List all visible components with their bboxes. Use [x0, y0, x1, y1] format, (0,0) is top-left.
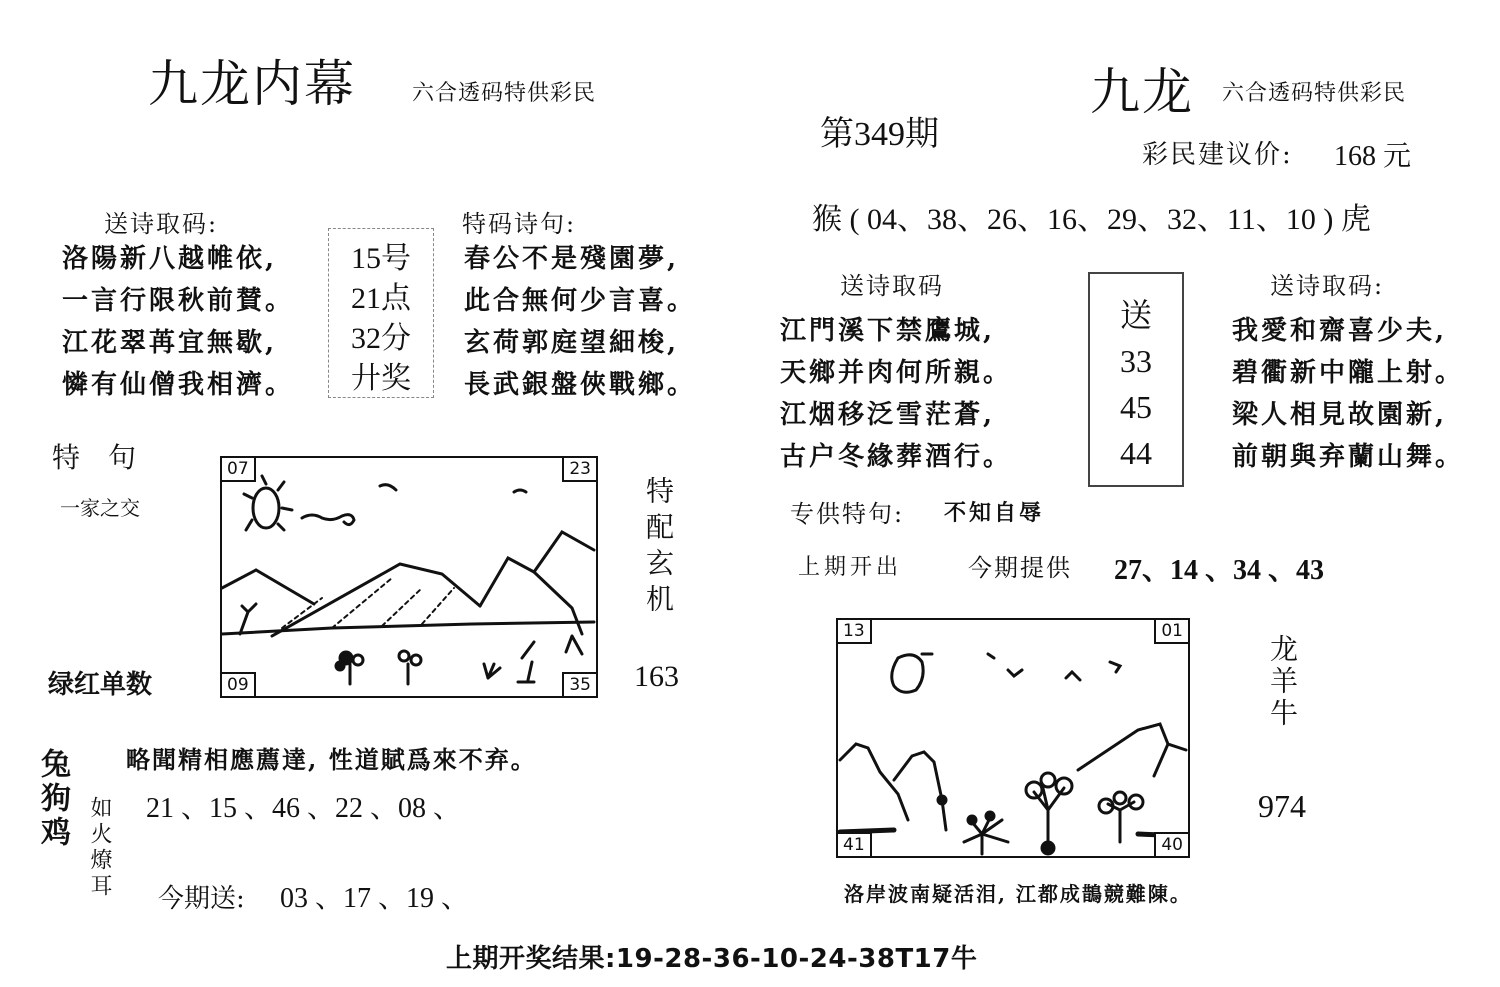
- right-poem-heading: 送诗取码: [840, 272, 944, 300]
- left-center-box: [328, 228, 434, 398]
- poem-line: 古户冬緣葬酒行。: [780, 442, 1013, 472]
- right-landscape-picture: [836, 618, 1190, 858]
- poem-line: 前朝與弃蘭山舞。: [1232, 442, 1465, 472]
- center-box-item: 32分: [351, 322, 411, 355]
- corner-number: 23: [562, 456, 598, 482]
- last-issue-label: 上期开出: [798, 555, 903, 580]
- left-landscape-picture: [220, 456, 598, 698]
- special-phrase-value: 一家之交: [60, 496, 140, 520]
- poem-line: 梁人相見故園新,: [1232, 400, 1448, 430]
- last-result-bar: [446, 938, 977, 975]
- right-bottom-poem: 洛岸波南疑活泪, 江都成鵲競難陳。: [844, 882, 1192, 906]
- center-box-item: 送: [1119, 297, 1152, 333]
- side-vertical-text: 龙羊牛: [1266, 634, 1299, 730]
- special-phrase-value: 不知自辱: [944, 500, 1045, 526]
- zodiac-range: 猴 ( 04、38、26、16、29、32、11、10 ) 虎: [812, 203, 1371, 236]
- corner-number: 40: [1154, 832, 1190, 858]
- this-issue-label: 今期提供: [968, 554, 1072, 582]
- color-label: 绿红单数: [48, 670, 153, 700]
- center-box-item: 21点: [351, 282, 411, 315]
- center-box-item: 44: [1120, 435, 1152, 471]
- poem-line: 江烟移泛雪茫蒼,: [780, 400, 996, 430]
- zodiac-vertical: 兔狗鸡: [35, 748, 70, 850]
- left-special-poem-heading: 特码诗句:: [462, 210, 577, 238]
- corner-number: 13: [836, 618, 872, 644]
- center-box-item: 15号: [351, 242, 411, 275]
- this-issue-label: 今期送:: [158, 884, 245, 914]
- poem-line: 一言行限秋前賛。: [62, 286, 295, 316]
- poem-line: 憐有仙僧我相濟。: [62, 370, 295, 400]
- this-issue-numbers: 27、14 、34 、43: [1114, 555, 1325, 586]
- right-poem-right: [1232, 310, 1464, 478]
- last-result-value: 19-28-36-10-24-38T17牛: [615, 944, 978, 974]
- poem-line: 我愛和齋喜少夫,: [1232, 316, 1448, 346]
- issue-number: 第349期: [820, 116, 939, 153]
- right-title: 九龙: [1090, 63, 1194, 121]
- poem-line: 玄荷郭庭望細梭,: [464, 328, 680, 358]
- poem-line: 天鄉并肉何所親。: [780, 358, 1013, 388]
- price-label: 彩民建议价:: [1142, 140, 1293, 170]
- left-numbers-line: 21 、15 、46 、22 、08 、: [146, 793, 462, 824]
- poem-line: 江花翠苒宜無歇,: [62, 328, 278, 358]
- poem-line: 江門溪下禁鷹城,: [780, 316, 996, 346]
- side-vertical-text: 特配玄机: [642, 476, 675, 620]
- last-result-label: 上期开奖结果:: [446, 944, 616, 974]
- corner-number: 35: [562, 672, 598, 698]
- left-poem-heading: 送诗取码:: [104, 210, 219, 238]
- special-phrase-label: 专供特句:: [790, 500, 905, 528]
- poem-line: 長武銀盤俠戰鄉。: [464, 370, 697, 400]
- corner-number: 07: [220, 456, 256, 482]
- center-box-item: 33: [1120, 343, 1152, 379]
- poem-line: 碧衢新中隴上射。: [1232, 358, 1465, 388]
- landscape-drawing-icon: [222, 458, 596, 696]
- center-box-item: 45: [1120, 389, 1152, 425]
- left-title: 九龙内幕: [148, 55, 356, 113]
- left-poem-line: 略聞精相應薦達, 性道賦爲來不弃。: [126, 745, 537, 774]
- side-number: 974: [1258, 788, 1306, 824]
- landscape-drawing-icon: [838, 620, 1188, 856]
- center-box-item: 廾奖: [351, 362, 411, 395]
- corner-number: 41: [836, 832, 872, 858]
- left-subtitle: 六合透码特供彩民: [412, 81, 597, 106]
- price-value: 168 元: [1334, 141, 1412, 172]
- right-poem-left: [780, 310, 1012, 478]
- this-issue-numbers: 03 、17 、19 、: [280, 883, 470, 914]
- corner-number: 01: [1154, 618, 1190, 644]
- right-center-box: [1088, 272, 1184, 487]
- poem-line: 洛陽新八越帷依,: [62, 244, 278, 274]
- idiom-vertical: 如火燎耳: [87, 796, 112, 900]
- right-poem-heading-2: 送诗取码:: [1270, 272, 1385, 300]
- corner-number: 09: [220, 672, 256, 698]
- poem-line: 此合無何少言喜。: [464, 286, 697, 316]
- side-number: 163: [634, 660, 679, 693]
- left-special-poem: [464, 238, 696, 406]
- special-phrase-label: 特 句: [52, 441, 137, 474]
- right-subtitle: 六合透码特供彩民: [1222, 81, 1407, 106]
- poem-line: 春公不是殘園夢,: [464, 244, 680, 274]
- left-poem: [62, 238, 294, 406]
